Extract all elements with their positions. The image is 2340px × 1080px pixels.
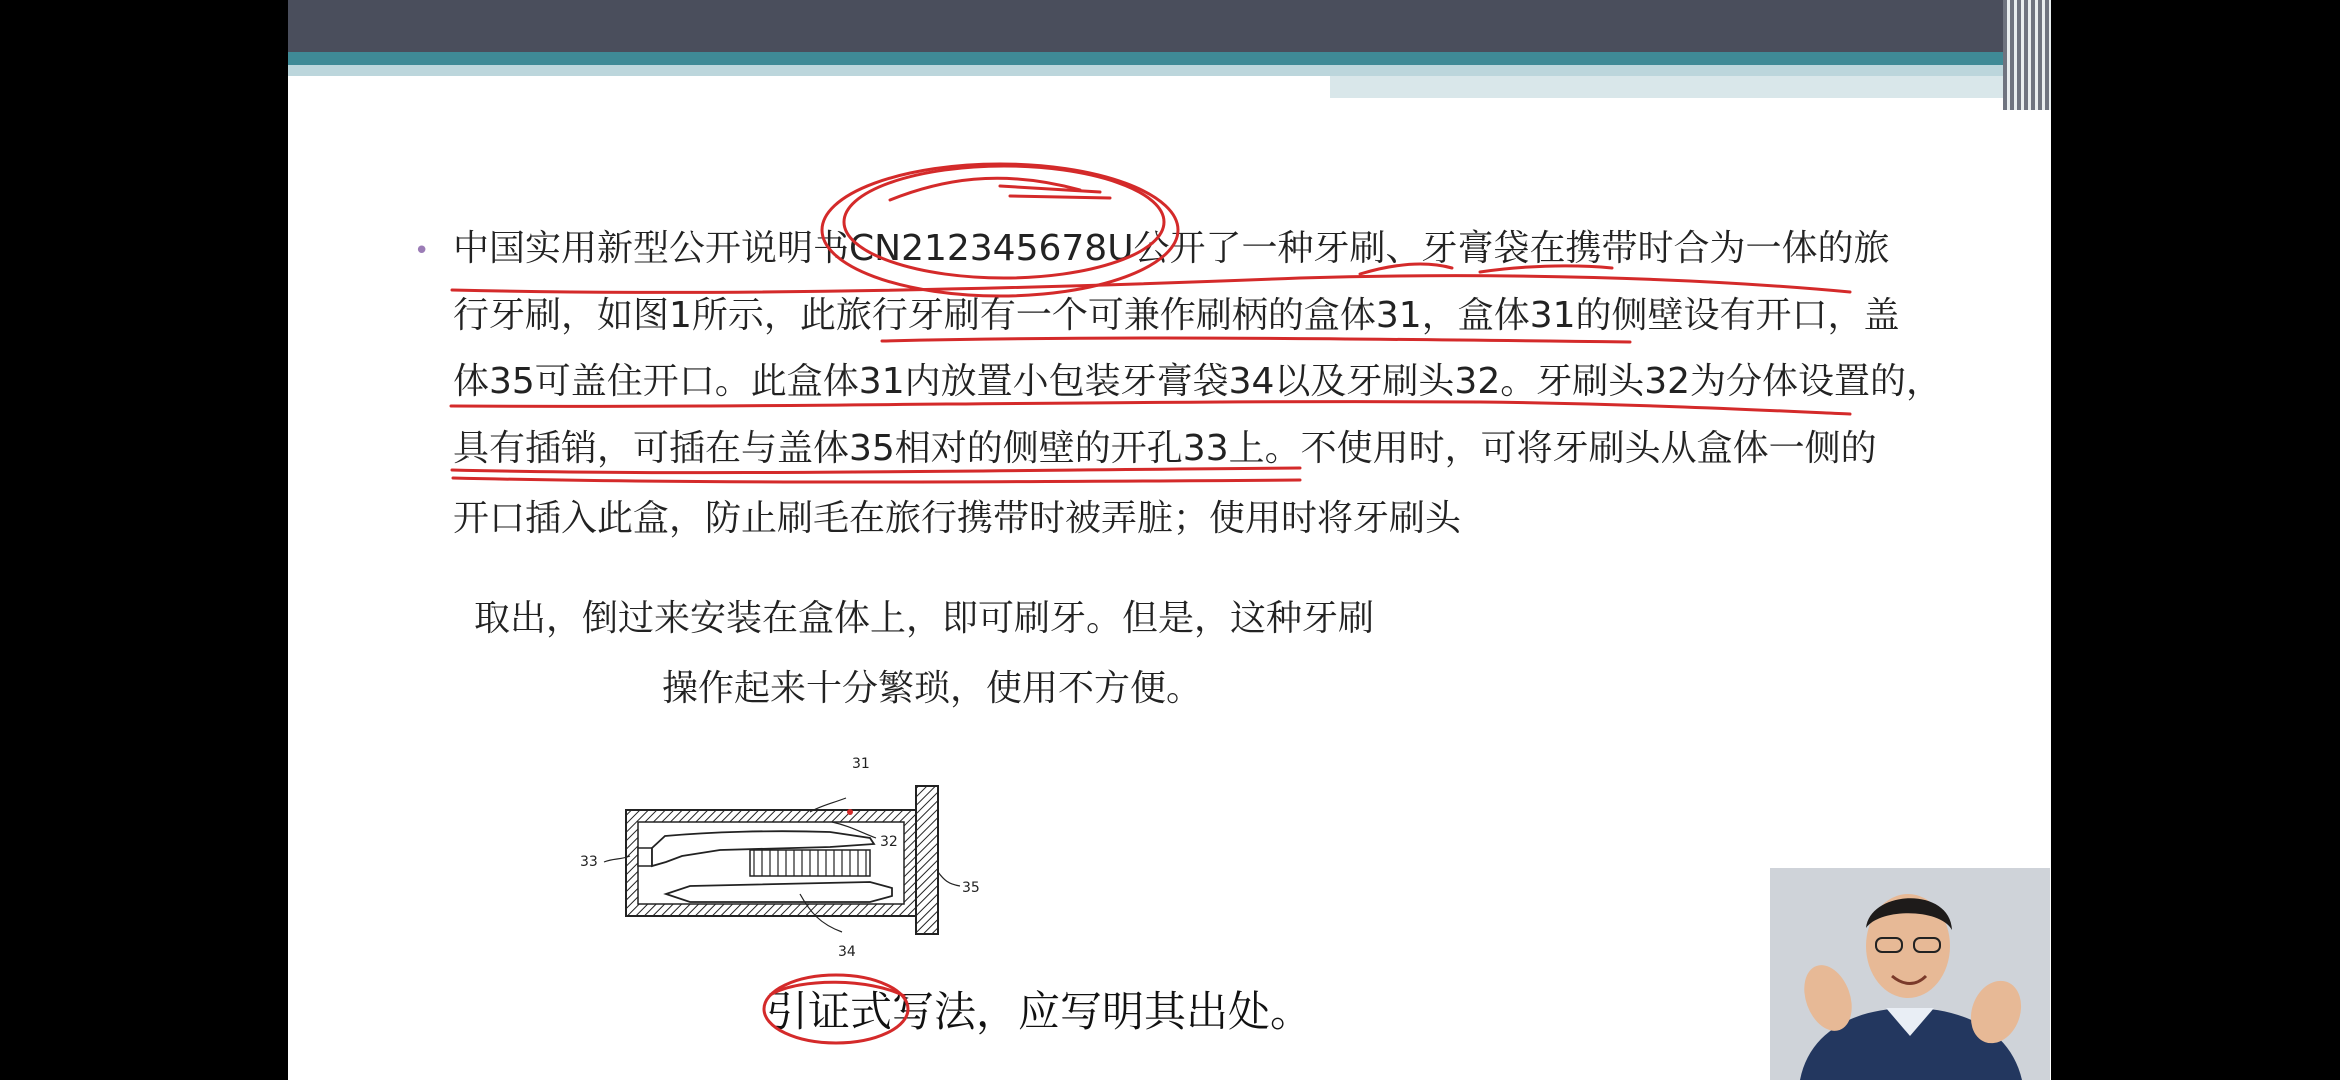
figure-label-33: 33 bbox=[580, 854, 598, 870]
paragraph-line: 具有插销，可插在与盖体35相对的侧壁的开孔33上。不使用时，可将牙刷头从盒体一侧的 bbox=[453, 428, 1877, 469]
presenter-webcam bbox=[1770, 868, 2050, 1080]
slide-header-accent bbox=[288, 52, 2051, 65]
video-subtitle: 引证式写法，应写明其出处。 bbox=[766, 987, 1313, 1036]
bullet-icon: • bbox=[414, 236, 430, 266]
figure-label-34: 34 bbox=[838, 944, 856, 960]
presenter-video-placeholder bbox=[1770, 868, 2050, 1080]
paragraph-line: 行牙刷，如图1所示，此旅行牙刷有一个可兼作刷柄的盒体31，盒体31的侧壁设有开口，盖 bbox=[453, 295, 1900, 336]
paragraph-line: 开口插入此盒，防止刷毛在旅行携带时被弄脏；使用时将牙刷头 bbox=[453, 498, 1462, 539]
paragraph-line: 体35可盖住开口。此盒体31内放置小包装牙膏袋34以及牙刷头32。牙刷头32为分体设置的， bbox=[453, 361, 1943, 402]
box-hole bbox=[638, 848, 652, 866]
toothbrush-box-figure bbox=[570, 752, 1020, 972]
caption-line: 取出，倒过来安装在盒体上，即可刷牙。但是，这种牙刷 bbox=[474, 598, 1375, 639]
slide-header-accent-light bbox=[288, 65, 2051, 76]
toothpaste-bag bbox=[666, 882, 892, 902]
box-lid bbox=[916, 786, 938, 934]
figure-label-31: 31 bbox=[852, 756, 870, 772]
slide-header-stripes bbox=[2003, 0, 2051, 110]
caption-line: 操作起来十分繁琐，使用不方便。 bbox=[662, 668, 1203, 709]
slide-header-bar bbox=[288, 0, 2051, 52]
figure-label-35: 35 bbox=[962, 880, 980, 896]
paragraph-line: 中国实用新型公开说明书CN212345678U公开了一种牙刷、牙膏袋在携带时合为一体的旅 bbox=[453, 228, 1890, 269]
figure-label-32: 32 bbox=[880, 834, 898, 850]
slide-header-accent-light-right bbox=[1330, 76, 2051, 98]
